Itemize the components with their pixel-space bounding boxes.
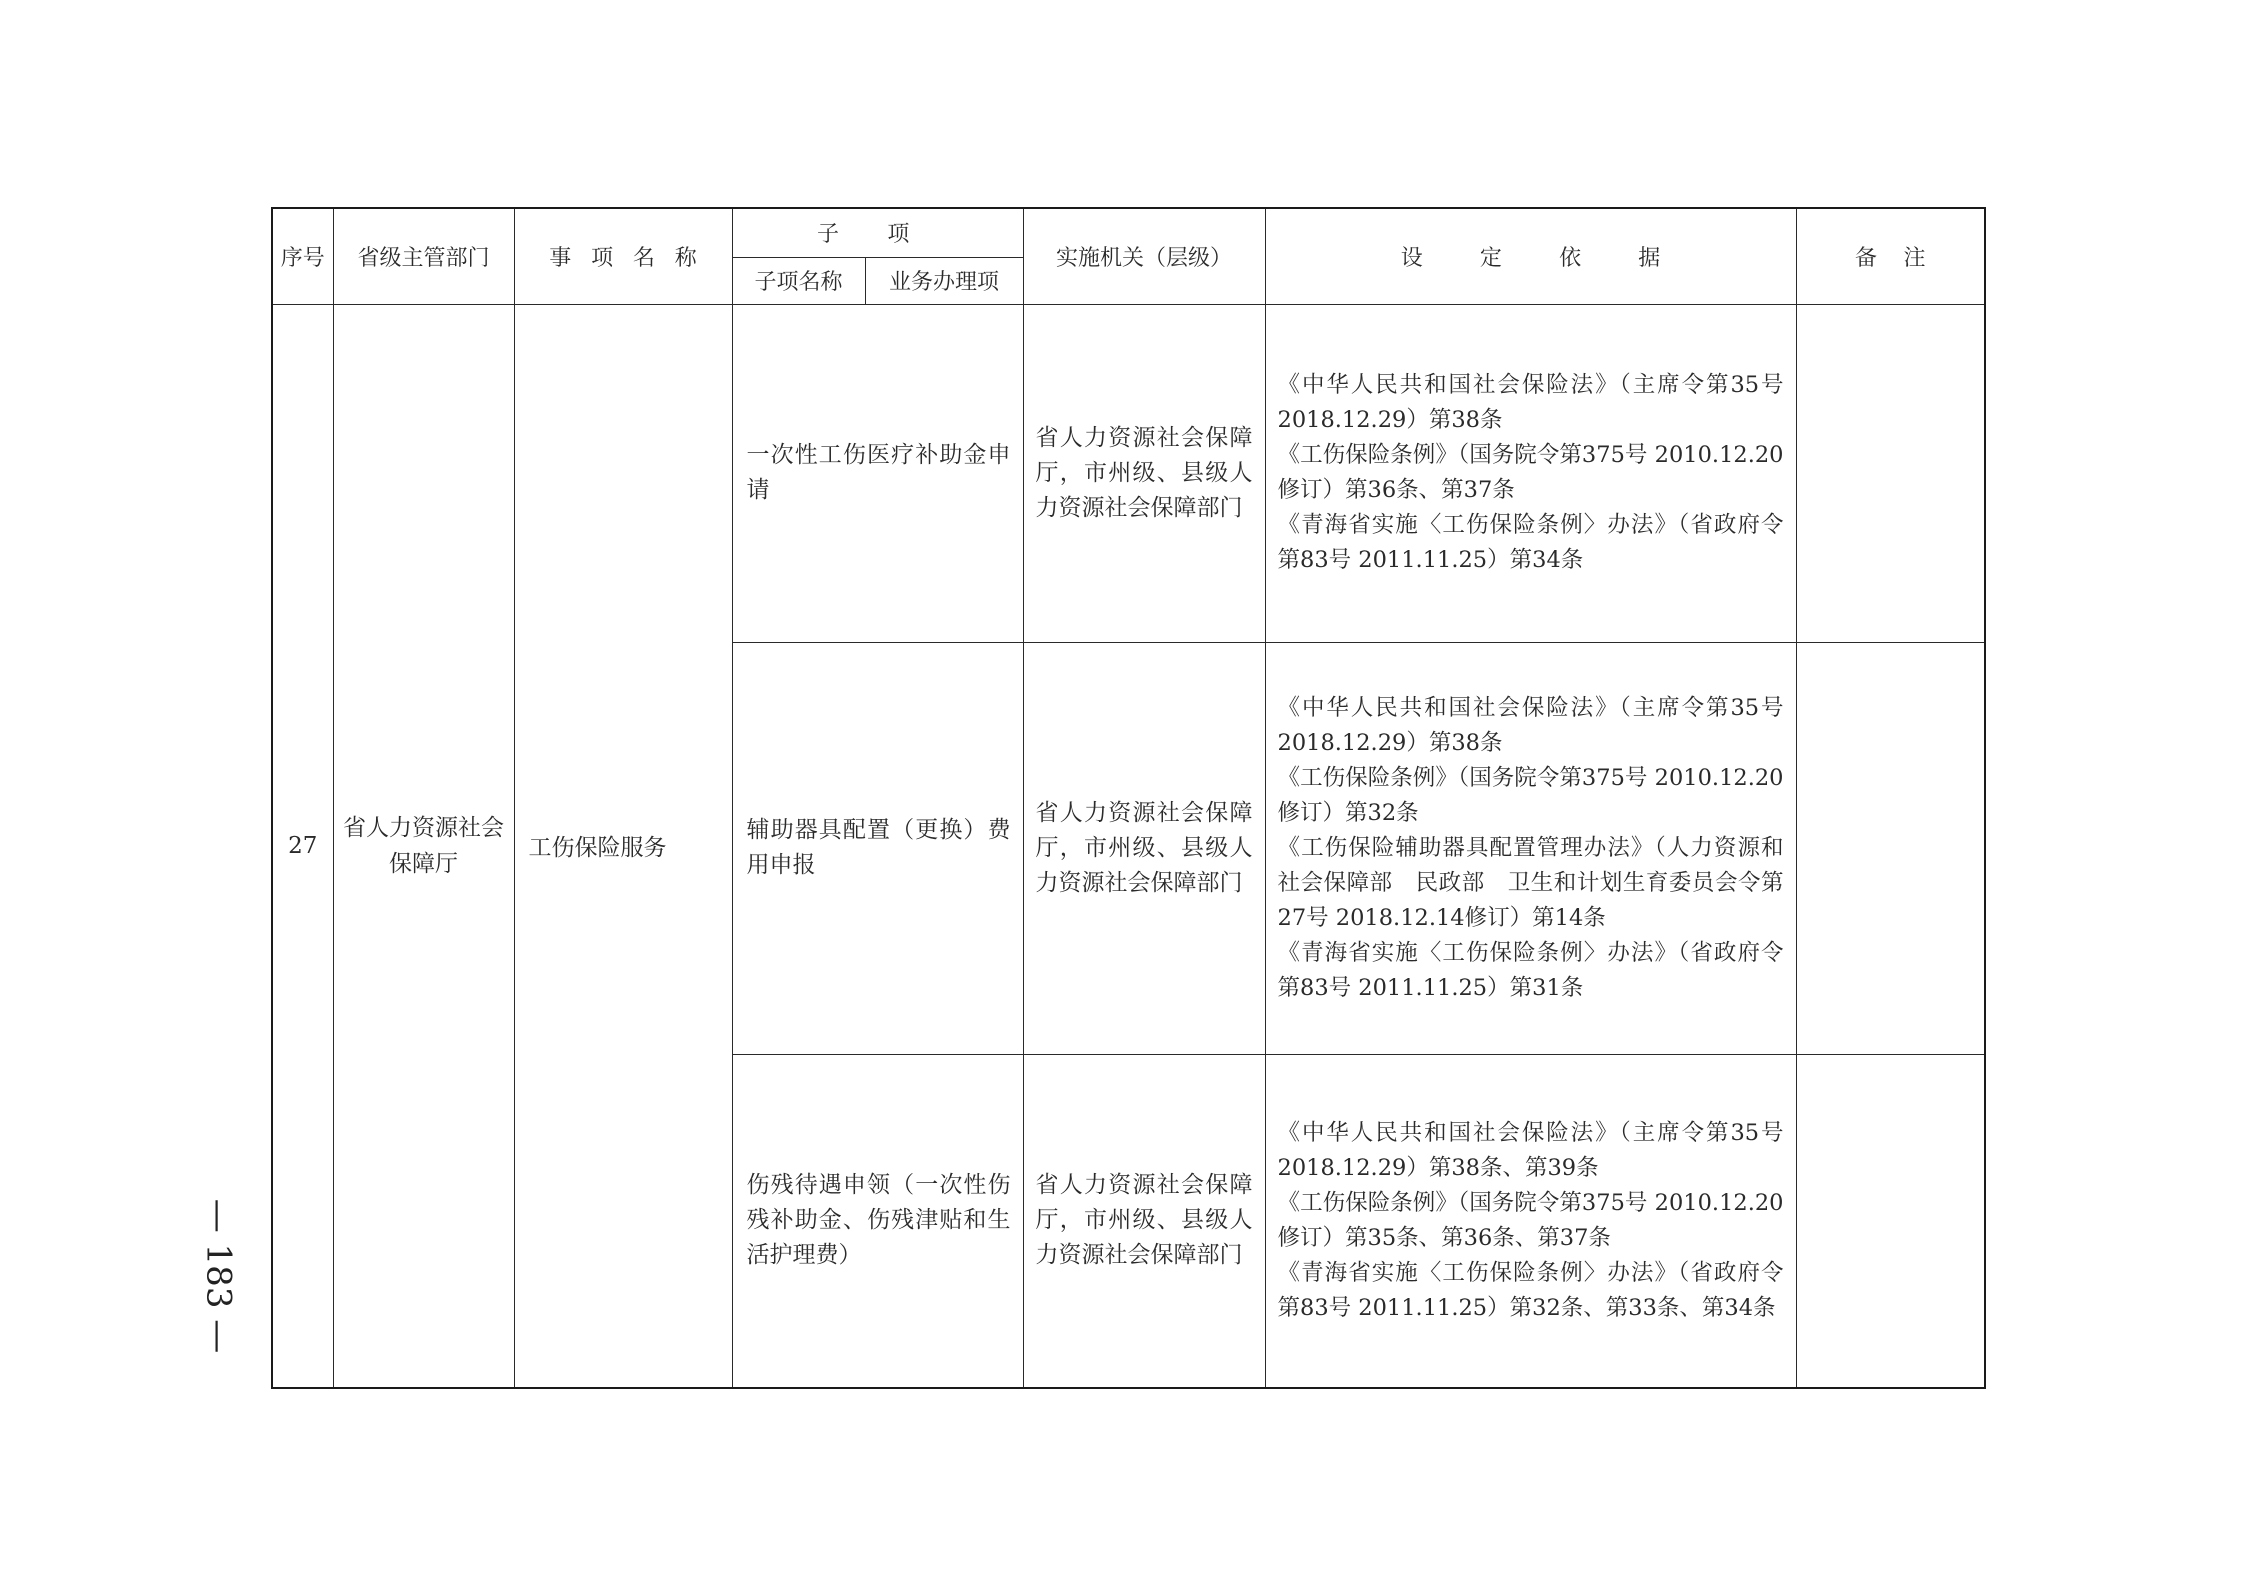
note-cell: [1796, 642, 1985, 1054]
header-seq: 序号: [272, 208, 333, 304]
header-item-name: 事项名称: [514, 208, 732, 304]
header-subitem-name: 子项名称: [732, 257, 865, 304]
header-note: 备注: [1796, 208, 1985, 304]
header-business-item: 业务办理项: [865, 257, 1023, 304]
basis-line: 《工伤保险条例》（国务院令第375号 2010.12.20修订）第32条: [1277, 764, 1784, 826]
page-number: [188, 1176, 248, 1376]
note-cell: [1796, 304, 1985, 642]
header-basis: 设定依据: [1265, 208, 1796, 304]
header-agency: 实施机关（层级）: [1023, 208, 1265, 304]
basis-cell: [1265, 642, 1796, 1054]
basis-line: 《中华人民共和国社会保险法》（主席令第35号 2018.12.29）第38条: [1277, 694, 1784, 756]
header-dept: 省级主管部门: [333, 208, 514, 304]
basis-line: 《青海省实施〈工伤保险条例〉办法》（省政府令第83号 2011.11.25）第34条: [1277, 512, 1784, 573]
agency-cell: 省人力资源社会保障厅，市州级、县级人力资源社会保障部门: [1023, 1054, 1265, 1388]
subitem-cell: 辅助器具配置（更换）费用申报: [732, 642, 1023, 1054]
page-number-text: — 183 —: [198, 1198, 239, 1354]
agency-cell: 省人力资源社会保障厅，市州级、县级人力资源社会保障部门: [1023, 642, 1265, 1054]
basis-line: 《青海省实施〈工伤保险条例〉办法》（省政府令第83号 2011.11.25）第32条、第33条、第34条: [1277, 1259, 1784, 1321]
basis-line: 《工伤保险条例》（国务院令第375号 2010.12.20修订）第35条、第36条、第37条: [1277, 1189, 1784, 1251]
agency-cell: 省人力资源社会保障厅，市州级、县级人力资源社会保障部门: [1023, 304, 1265, 642]
note-cell: [1796, 1054, 1985, 1388]
basis-line: 《工伤保险辅助器具配置管理办法》（人力资源和社会保障部 民政部 卫生和计划生育委员会令第27号 2018.12.14修订）第14条: [1277, 834, 1784, 931]
service-items-table: [271, 207, 1986, 1389]
item-name-cell: 工伤保险服务: [514, 304, 732, 1388]
seq-cell: 27: [272, 304, 333, 1388]
basis-line: 《青海省实施〈工伤保险条例〉办法》（省政府令第83号 2011.11.25）第31条: [1277, 939, 1784, 1001]
basis-line: 《中华人民共和国社会保险法》（主席令第35号 2018.12.29）第38条: [1277, 372, 1784, 433]
table-row: [272, 304, 1985, 642]
basis-line: 《中华人民共和国社会保险法》（主席令第35号 2018.12.29）第38条、第39条: [1277, 1119, 1784, 1181]
subitem-cell: 伤残待遇申领（一次性伤残补助金、伤残津贴和生活护理费）: [732, 1054, 1023, 1388]
header-subitem-group: 子项: [732, 208, 1023, 257]
subitem-cell: 一次性工伤医疗补助金申请: [732, 304, 1023, 642]
dept-cell: 省人力资源社会保障厅: [333, 304, 514, 1388]
basis-cell: [1265, 304, 1796, 642]
basis-line: 《工伤保险条例》（国务院令第375号 2010.12.20修订）第36条、第37条: [1277, 442, 1784, 503]
basis-cell: [1265, 1054, 1796, 1388]
